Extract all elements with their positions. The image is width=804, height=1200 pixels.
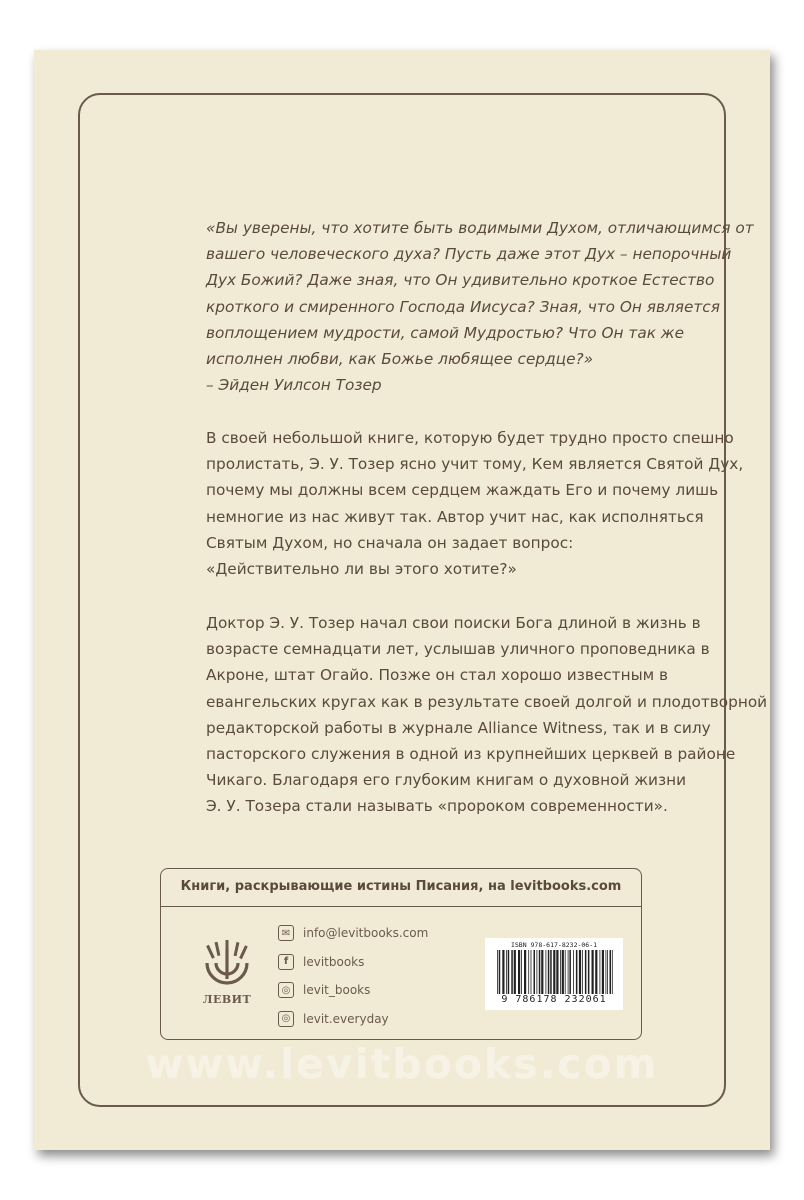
paragraph-line: В своей небольшой книге, которую будет трудно просто спешно bbox=[206, 429, 734, 447]
quote-line: кроткого и смиренного Господа Иисуса? Зная, что Он является bbox=[206, 297, 720, 316]
barcode-bar bbox=[556, 950, 558, 994]
barcode-bar bbox=[511, 950, 513, 994]
barcode-bar bbox=[506, 950, 507, 994]
barcode-bar bbox=[568, 950, 569, 994]
book-description bbox=[206, 425, 746, 582]
paragraph-line: «Действительно ли вы этого хотите?» bbox=[206, 560, 517, 579]
barcode-bar bbox=[499, 950, 501, 994]
back-cover bbox=[34, 50, 770, 1150]
isbn-barcode bbox=[485, 938, 623, 1010]
barcode-bars bbox=[497, 950, 615, 994]
paragraph-line: немногие из нас живут так. Автор учит нас, как исполняться bbox=[206, 507, 704, 526]
barcode-bar bbox=[562, 950, 564, 994]
barcode-bar bbox=[539, 950, 541, 994]
barcode-bar bbox=[592, 950, 594, 994]
quote-attribution: – Эйден Уилсон Тозер bbox=[206, 376, 382, 395]
barcode-bar bbox=[565, 950, 566, 994]
contact-instagram[interactable] bbox=[278, 1005, 428, 1034]
quote-line: воплощением мудрости, самой Мудростью? Что Он так же bbox=[206, 323, 684, 342]
barcode-bar bbox=[560, 950, 561, 994]
paragraph-line: Доктор Э. У. Тозер начал свои поиски Бога длиной в жизнь в bbox=[206, 614, 701, 632]
barcode-bar bbox=[602, 950, 604, 994]
barcode-bar bbox=[550, 950, 552, 994]
barcode-bar bbox=[579, 950, 581, 994]
barcode-bar bbox=[508, 950, 510, 994]
isbn-label: ISBN 978-617-8232-06-1 bbox=[510, 941, 598, 949]
contact-text: levitbooks bbox=[303, 954, 365, 969]
paragraph-line: возрасте семнадцати лет, услышав уличного проповедника в bbox=[206, 640, 710, 659]
barcode-bar bbox=[600, 950, 601, 994]
paragraph-line: пролистать, Э. У. Тозер ясно учит тому, Кем является Святой Дух, bbox=[206, 455, 744, 474]
barcode-bar bbox=[569, 950, 571, 994]
barcode-bar bbox=[585, 950, 587, 994]
barcode-bar bbox=[606, 950, 607, 994]
barcode-bar bbox=[546, 950, 547, 994]
paragraph-line: Э. У. Тозера стали называть «пророком современности». bbox=[206, 797, 668, 816]
contact-instagram[interactable] bbox=[278, 976, 428, 1005]
barcode-bar bbox=[612, 950, 613, 994]
barcode-bar bbox=[534, 950, 536, 994]
paragraph-line: редакторской работы в журнале Alliance Witness, так и в силу bbox=[206, 718, 711, 737]
author-bio bbox=[206, 610, 768, 820]
barcode-bar bbox=[610, 950, 612, 994]
instagram-icon: ◎ bbox=[278, 982, 294, 998]
barcode-bar bbox=[582, 950, 583, 994]
barcode-bar bbox=[588, 950, 590, 994]
paragraph-line: Чикаго. Благодаря его глубоким книгам о духовной жизни bbox=[206, 771, 687, 790]
isbn-digits: 9 786178 232061 bbox=[501, 994, 607, 1005]
paragraph-line: Святым Духом, но сначала он задает вопрос: bbox=[206, 533, 574, 552]
logo-text: ЛЕВИТ bbox=[202, 993, 252, 1006]
contact-facebook[interactable] bbox=[278, 948, 428, 977]
quote-line: исполнен любви, как Божье любящее сердце?» bbox=[206, 350, 594, 369]
contact-text: levit_books bbox=[303, 983, 371, 998]
quote-line: Дух Божий? Даже зная, что Он удивительно кроткое Естество bbox=[206, 271, 715, 290]
barcode-bar bbox=[573, 950, 574, 994]
paragraph-line: пасторского служения в одной из крупнейших церквей в районе bbox=[206, 745, 736, 764]
barcode-bar bbox=[531, 950, 532, 994]
quote-line: вашего человеческого духа? Пусть даже этот Дух – непорочный bbox=[206, 245, 732, 264]
paragraph-line: евангельских кругах как в результате своей долгой и плодотворной bbox=[206, 692, 768, 711]
barcode-bar bbox=[548, 950, 550, 994]
paragraph-line: почему мы должны всем сердцем жаждать Его и почему лишь bbox=[206, 481, 719, 500]
contact-email[interactable] bbox=[278, 919, 428, 948]
barcode-bar bbox=[524, 950, 526, 994]
epigraph-quote bbox=[206, 215, 754, 398]
paragraph-line: Акроне, штат Огайо. Позже он стал хорошо известным в bbox=[206, 666, 669, 685]
levit-logo bbox=[201, 939, 253, 999]
site-watermark: www.levitbooks.com bbox=[145, 1040, 659, 1088]
barcode-bar bbox=[576, 950, 578, 994]
barcode-bar bbox=[528, 950, 529, 994]
barcode-bar bbox=[518, 950, 520, 994]
barcode-bar bbox=[502, 950, 504, 994]
publisher-info-box bbox=[160, 868, 642, 1040]
facebook-icon: f bbox=[278, 954, 294, 970]
barcode-bar bbox=[497, 950, 498, 994]
barcode-bar bbox=[541, 950, 543, 994]
barcode-bar bbox=[521, 950, 522, 994]
contact-list bbox=[278, 919, 428, 1033]
barcode-bar bbox=[607, 950, 608, 994]
barcode-bar bbox=[553, 950, 555, 994]
barcode-bar bbox=[595, 950, 597, 994]
publisher-tagline: Книги, раскрывающие истины Писания, на levitbooks.com bbox=[161, 869, 641, 907]
instagram-icon: ◎ bbox=[278, 1011, 294, 1027]
barcode-bar bbox=[514, 950, 516, 994]
email-icon: ✉ bbox=[278, 925, 294, 941]
barcode-bar bbox=[537, 950, 538, 994]
contact-text: levit.everyday bbox=[303, 1011, 389, 1026]
quote-line: «Вы уверены, что хотите быть водимыми Духом, отличающимся от bbox=[206, 219, 754, 237]
contact-text: info@levitbooks.com bbox=[303, 926, 429, 941]
